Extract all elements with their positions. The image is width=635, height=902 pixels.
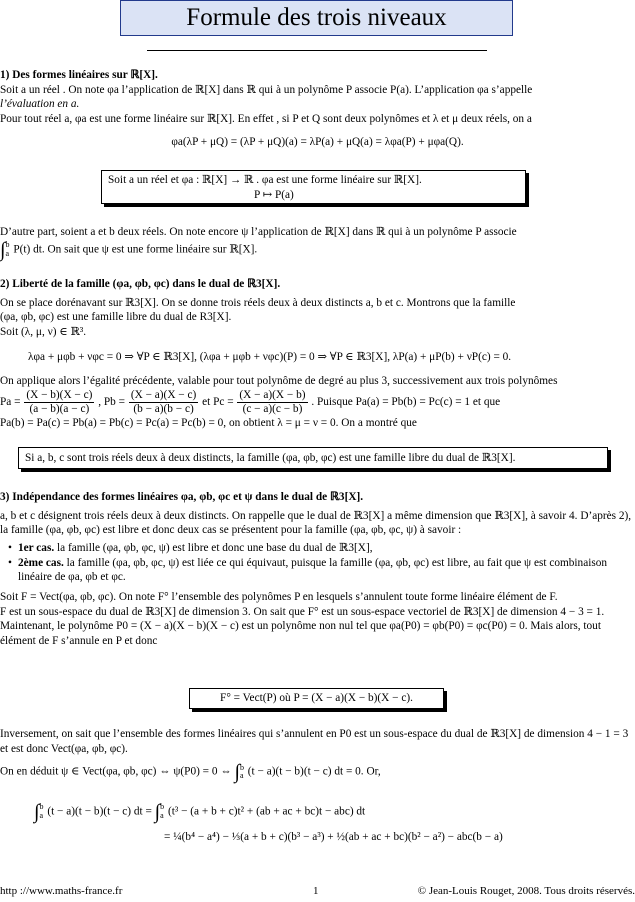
s3-p5-head: On en déduit ψ ∈ Vect(φa, φb, φc) ⇔ ψ(P0) = 0 ⇔ xyxy=(0,765,232,778)
calc-right: (t³ − (a + b + c)t² + (ab + ac + bc)t − abc) dt xyxy=(167,805,366,818)
integral-lower: a xyxy=(5,248,10,258)
pb-denominator: (b − a)(b − c) xyxy=(133,403,194,416)
pc-fraction xyxy=(237,389,307,416)
pb-numerator: (X − a)(X − c) xyxy=(130,389,197,402)
integral-sign-icon: ∫ xyxy=(154,801,161,823)
footer-page-number: 1 xyxy=(313,885,319,897)
s3-paragraph-3: F est un sous-espace du dual de ℝ3[X] de dimension 3. On sait que F° est un sous-espace vectoriel de ℝ3[X] de dimension 4 − 3 = 1. Maintenant, le polynôme P0 = (X − a)(X − b)(X − c) est un polynôme non nul tel que φa(P0) = φb(P0) = φc(P0) = 0. Mais alors, tout élément de F s’annule en P et donc xyxy=(0,605,605,648)
s2-paragraph-5-tail: . Puisque Pa(a) = Pb(b) = Pc(c) = 1 et que xyxy=(311,396,501,409)
pb-fraction xyxy=(129,389,198,416)
integral-limits xyxy=(160,803,164,821)
pa-denominator: (a − b)(a − c) xyxy=(29,403,90,416)
footer-copyright: © Jean-Louis Rouget, 2008. Tous droits réservés. xyxy=(417,885,635,897)
s3-box-orthogonal xyxy=(189,688,444,709)
integral-sign-icon: ∫ xyxy=(234,761,240,784)
pa-label: Pa = xyxy=(0,396,21,409)
case-1-text: la famille (φa, φb, φc, ψ) est libre et donc une base du dual de ℝ3[X], xyxy=(57,542,373,555)
integral-upper: b xyxy=(160,802,165,812)
title-rule xyxy=(147,50,487,51)
integral-lower: a xyxy=(39,811,44,820)
pa-fraction xyxy=(24,389,94,416)
s1-integral-text: P(t) dt. On sait que ψ est une forme linéaire sur ℝ[X]. xyxy=(13,243,258,256)
section-1-heading: 1) Des formes linéaires sur ℝ[X]. xyxy=(0,69,158,81)
s3-calc-line-2: = ¼(b⁴ − a⁴) − ⅓(a + b + c)(b³ − a³) + ½(ab + ac + bc)(b² − a²) − abc(b − a) xyxy=(164,831,503,843)
s1-box-evaluation xyxy=(101,170,526,204)
integral-upper: b xyxy=(39,802,44,812)
s1-paragraph-4 xyxy=(0,240,635,260)
s2-box-text: Si a, b, c sont trois réels deux à deux distincts, la famille (φa, φb, φc) est une famille libre du dual de ℝ3[X]. xyxy=(25,452,516,464)
s3-box-text: F° = Vect(P) où P = (X − a)(X − b)(X − c). xyxy=(220,692,413,704)
section-2-heading: 2) Liberté de la famille (φa, φb, φc) dans le dual de ℝ3[X]. xyxy=(0,278,281,290)
title-box xyxy=(120,0,513,36)
s3-case-1 xyxy=(18,541,635,556)
s1-paragraph-3: D’autre part, soient a et b deux réels. On note encore ψ l’application de ℝ[X] dans ℝ qui à un polynôme P associe xyxy=(0,226,517,238)
section-3-heading: 3) Indépendance des formes linéaires φa, φb, φc et ψ dans le dual de ℝ3[X]. xyxy=(0,491,364,503)
case-1-label: 1er cas. xyxy=(18,542,55,555)
case-2-label: 2ème cas. xyxy=(18,556,64,569)
integral-limits xyxy=(5,241,9,259)
integral-limits xyxy=(240,764,244,782)
integral-lower: a xyxy=(160,811,164,820)
s3-paragraph-5 xyxy=(0,762,635,782)
s2-box-result xyxy=(18,447,608,469)
s2-paragraph-1: On se place dorénavant sur ℝ3[X]. On se donne trois réels deux à deux distincts a, b et c. Montrons que la famille xyxy=(0,296,516,309)
integral-sign-icon: ∫ xyxy=(34,801,40,823)
s1-paragraph-1b xyxy=(0,97,635,112)
s3-paragraph-1: a, b et c désignent trois réels deux à deux distincts. On rappelle que le dual de ℝ3[X] a même dimension que ℝ3[X], à savoir 4. D’après 2), la famille (φa, φb, φc) est libre et donc deux cas se présentent pour la famille (φa, φb, φc, ψ) à savoir : xyxy=(0,509,632,537)
integral-upper: b xyxy=(239,762,244,772)
s2-paragraph-2: (φa, φb, φc) est une famille libre du dual de R3[X]. xyxy=(0,311,232,324)
s2-paragraph-3: Soit (λ, μ, ν) ∈ ℝ³. xyxy=(0,326,87,339)
footer-url[interactable]: http ://www.maths-france.fr xyxy=(0,885,123,897)
s3-p5-tail: (t − a)(t − b)(t − c) dt = 0. Or, xyxy=(247,765,381,778)
s3-calc-line-1 xyxy=(34,802,624,822)
s2-lagrange-line xyxy=(0,389,635,416)
section-1 xyxy=(0,68,635,149)
s3-cases-list xyxy=(0,541,635,585)
section-3 xyxy=(0,490,635,649)
s1-psi-block xyxy=(0,225,635,260)
s1-equation-linearity: φa(λP + μQ) = (λP + μQ)(a) = λP(a) + μQ(a) = λφa(P) + μφa(Q). xyxy=(171,135,464,148)
s1-evaluation-term: l’évaluation en a. xyxy=(0,98,80,111)
s1-box-line-1: Soit a un réel et φa : ℝ[X] → ℝ . φa est une forme linéaire sur ℝ[X]. xyxy=(108,174,422,186)
s3-calculation xyxy=(34,802,624,845)
s3-paragraph-4: Inversement, on sait que l’ensemble des formes linéaires qui s’annulent en P0 est un sous-espace du dual de ℝ3[X] de dimension 4 − 1 = 3 et est donc Vect(φa, φb, φc). xyxy=(0,728,629,755)
s3-case-2 xyxy=(18,556,635,585)
case-2-text: la famille (φa, φb, φc, ψ) est liée ce qui équivaut, puisque la famille (φa, φb, φc) est libre, au fait que ψ est combinaison linéaire de φa, φb et φc. xyxy=(18,556,608,584)
s3-paragraph-2: Soit F = Vect(φa, φb, φc). On note F° l’ensemble des polynômes P en lesquels s’annulent toute forme linéaire élément de F. xyxy=(0,591,558,604)
integral-limits xyxy=(39,803,43,821)
pc-numerator: (X − a)(X − b) xyxy=(239,389,306,402)
pc-label: et Pc = xyxy=(202,396,234,409)
page-footer xyxy=(0,884,635,900)
page-title: Formule des trois niveaux xyxy=(186,4,447,31)
pb-label: , Pb = xyxy=(98,396,126,409)
s3-conclusion xyxy=(0,727,635,782)
s1-paragraph-1: Soit a un réel . On note φa l’application de ℝ[X] dans ℝ qui à un polynôme P associe P(a). L’application φa s’appelle xyxy=(0,83,533,96)
s2-paragraph-6: Pa(b) = Pa(c) = Pb(a) = Pb(c) = Pc(a) = Pc(b) = 0, on obtient λ = μ = ν = 0. On a montré que xyxy=(0,417,417,429)
s2-equation: λφa + μφb + νφc = 0 ⇒ ∀P ∈ ℝ3[X], (λφa + μφb + νφc)(P) = 0 ⇒ ∀P ∈ ℝ3[X], λP(a) + μP(b) + νP(c) = 0. xyxy=(28,350,512,363)
s2-paragraph-4: On applique alors l’égalité précédente, valable pour tout polynôme de degré au plus 3, successivement aux trois polynômes xyxy=(0,375,558,388)
integral-sign-icon: ∫ xyxy=(0,238,6,261)
s1-box-line-2: P ↦ P(a) xyxy=(254,188,294,201)
s1-paragraph-2: Pour tout réel a, φa est une forme linéaire sur ℝ[X]. En effet , si P et Q sont deux polynômes et λ et μ deux réels, on a xyxy=(0,113,532,126)
integral-lower: a xyxy=(239,771,244,781)
pa-numerator: (X − b)(X − c) xyxy=(26,389,93,402)
integral-upper: b xyxy=(5,239,10,249)
calc-left: (t − a)(t − b)(t − c) dt = xyxy=(47,805,152,818)
pc-denominator: (c − a)(c − b) xyxy=(242,403,303,416)
section-2 xyxy=(0,277,635,431)
